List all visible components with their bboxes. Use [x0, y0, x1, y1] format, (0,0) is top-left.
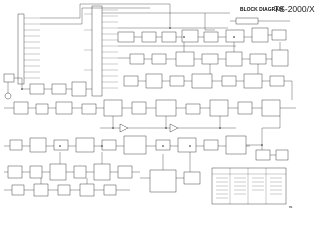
block-ur-top	[236, 18, 258, 24]
block-mb-8	[186, 104, 200, 114]
block-r3-5	[222, 76, 236, 86]
block-diagram-label: BLOCK DIAGRAM	[240, 7, 284, 13]
amplifier-triangle-2	[170, 124, 178, 132]
block-mb-10	[238, 102, 252, 114]
block-mb-11	[262, 100, 280, 116]
block-mb-2	[36, 104, 48, 114]
block-lb-6	[124, 136, 146, 154]
model-title: TS-2000/X	[274, 4, 315, 14]
block-lb-4	[76, 138, 94, 152]
block-bl-10	[80, 184, 94, 196]
block-bc-cpu	[150, 170, 176, 192]
block-lb-1	[10, 140, 22, 150]
block-bl-2	[30, 166, 42, 178]
block-r3-3	[170, 76, 184, 86]
block-r2-7	[272, 50, 288, 66]
connector-columns	[18, 6, 118, 96]
middle-band-blocks	[4, 100, 296, 132]
block-lb-8	[178, 138, 196, 152]
connector-block-center	[92, 6, 102, 96]
block-lb-3	[54, 140, 68, 150]
block-r2-6	[250, 54, 266, 64]
block-r3-4	[192, 74, 212, 88]
block-r3-6	[244, 74, 262, 88]
block-mb-3	[56, 102, 72, 114]
block-ur-2	[142, 32, 156, 42]
block-bl-3	[50, 164, 66, 180]
amplifier-triangle-1	[120, 124, 128, 132]
block-r2-4	[202, 54, 218, 64]
block-bl-5	[94, 164, 110, 180]
block-lb-9	[204, 140, 218, 150]
block-bl-6	[118, 166, 132, 178]
block-lm-3	[52, 84, 66, 94]
block-lb-7	[156, 140, 170, 150]
block-mb-9	[210, 100, 228, 116]
block-lb-10	[226, 136, 246, 154]
block-ur-1	[118, 32, 134, 42]
block-r3-1	[124, 76, 138, 86]
left-mid-blocks	[4, 74, 92, 99]
antenna-connector	[5, 93, 11, 99]
block-r2-5	[226, 52, 242, 66]
block-bl-1	[8, 166, 22, 178]
page-number: 89	[289, 205, 293, 209]
block-bl-11	[104, 185, 116, 195]
block-ur-8	[272, 30, 286, 40]
block-ur-4	[182, 30, 198, 42]
block-lb-5	[102, 140, 116, 150]
block-r2-2	[152, 54, 166, 64]
block-ur-3	[162, 32, 176, 42]
upper-right-blocks	[118, 18, 290, 42]
connector-pins	[24, 10, 118, 88]
block-bc-2	[184, 172, 200, 184]
block-mb-5	[104, 100, 122, 116]
block-mb-7	[156, 100, 176, 116]
third-row-blocks	[124, 64, 292, 100]
block-mb-1	[14, 102, 28, 114]
title-block	[240, 4, 315, 14]
connector-block-left	[18, 14, 24, 84]
block-r3-2	[146, 74, 162, 88]
lower-band-blocks	[4, 116, 288, 160]
block-bl-8	[34, 184, 48, 196]
block-r2-1	[130, 54, 144, 64]
block-mb-4	[82, 104, 96, 114]
block-lb-12	[276, 150, 288, 160]
block-lb-2	[30, 138, 46, 152]
second-row-blocks	[118, 42, 288, 66]
block-bl-9	[58, 185, 70, 195]
bottom-right-table	[212, 168, 286, 204]
block-bl-4	[74, 166, 86, 178]
block-ur-5	[204, 32, 218, 42]
block-lm-2	[30, 84, 44, 94]
block-lb-11	[256, 150, 270, 160]
block-bl-7	[12, 185, 24, 195]
block-lm-1	[4, 74, 14, 82]
block-mb-6	[132, 102, 146, 114]
bottom-left-blocks	[4, 152, 140, 196]
block-lm-4	[72, 82, 86, 96]
block-r3-7	[270, 76, 284, 86]
block-ur-6	[226, 30, 244, 42]
block-r2-3	[176, 52, 194, 66]
block-ur-7	[252, 28, 268, 42]
bottom-center-blocks	[140, 152, 200, 192]
